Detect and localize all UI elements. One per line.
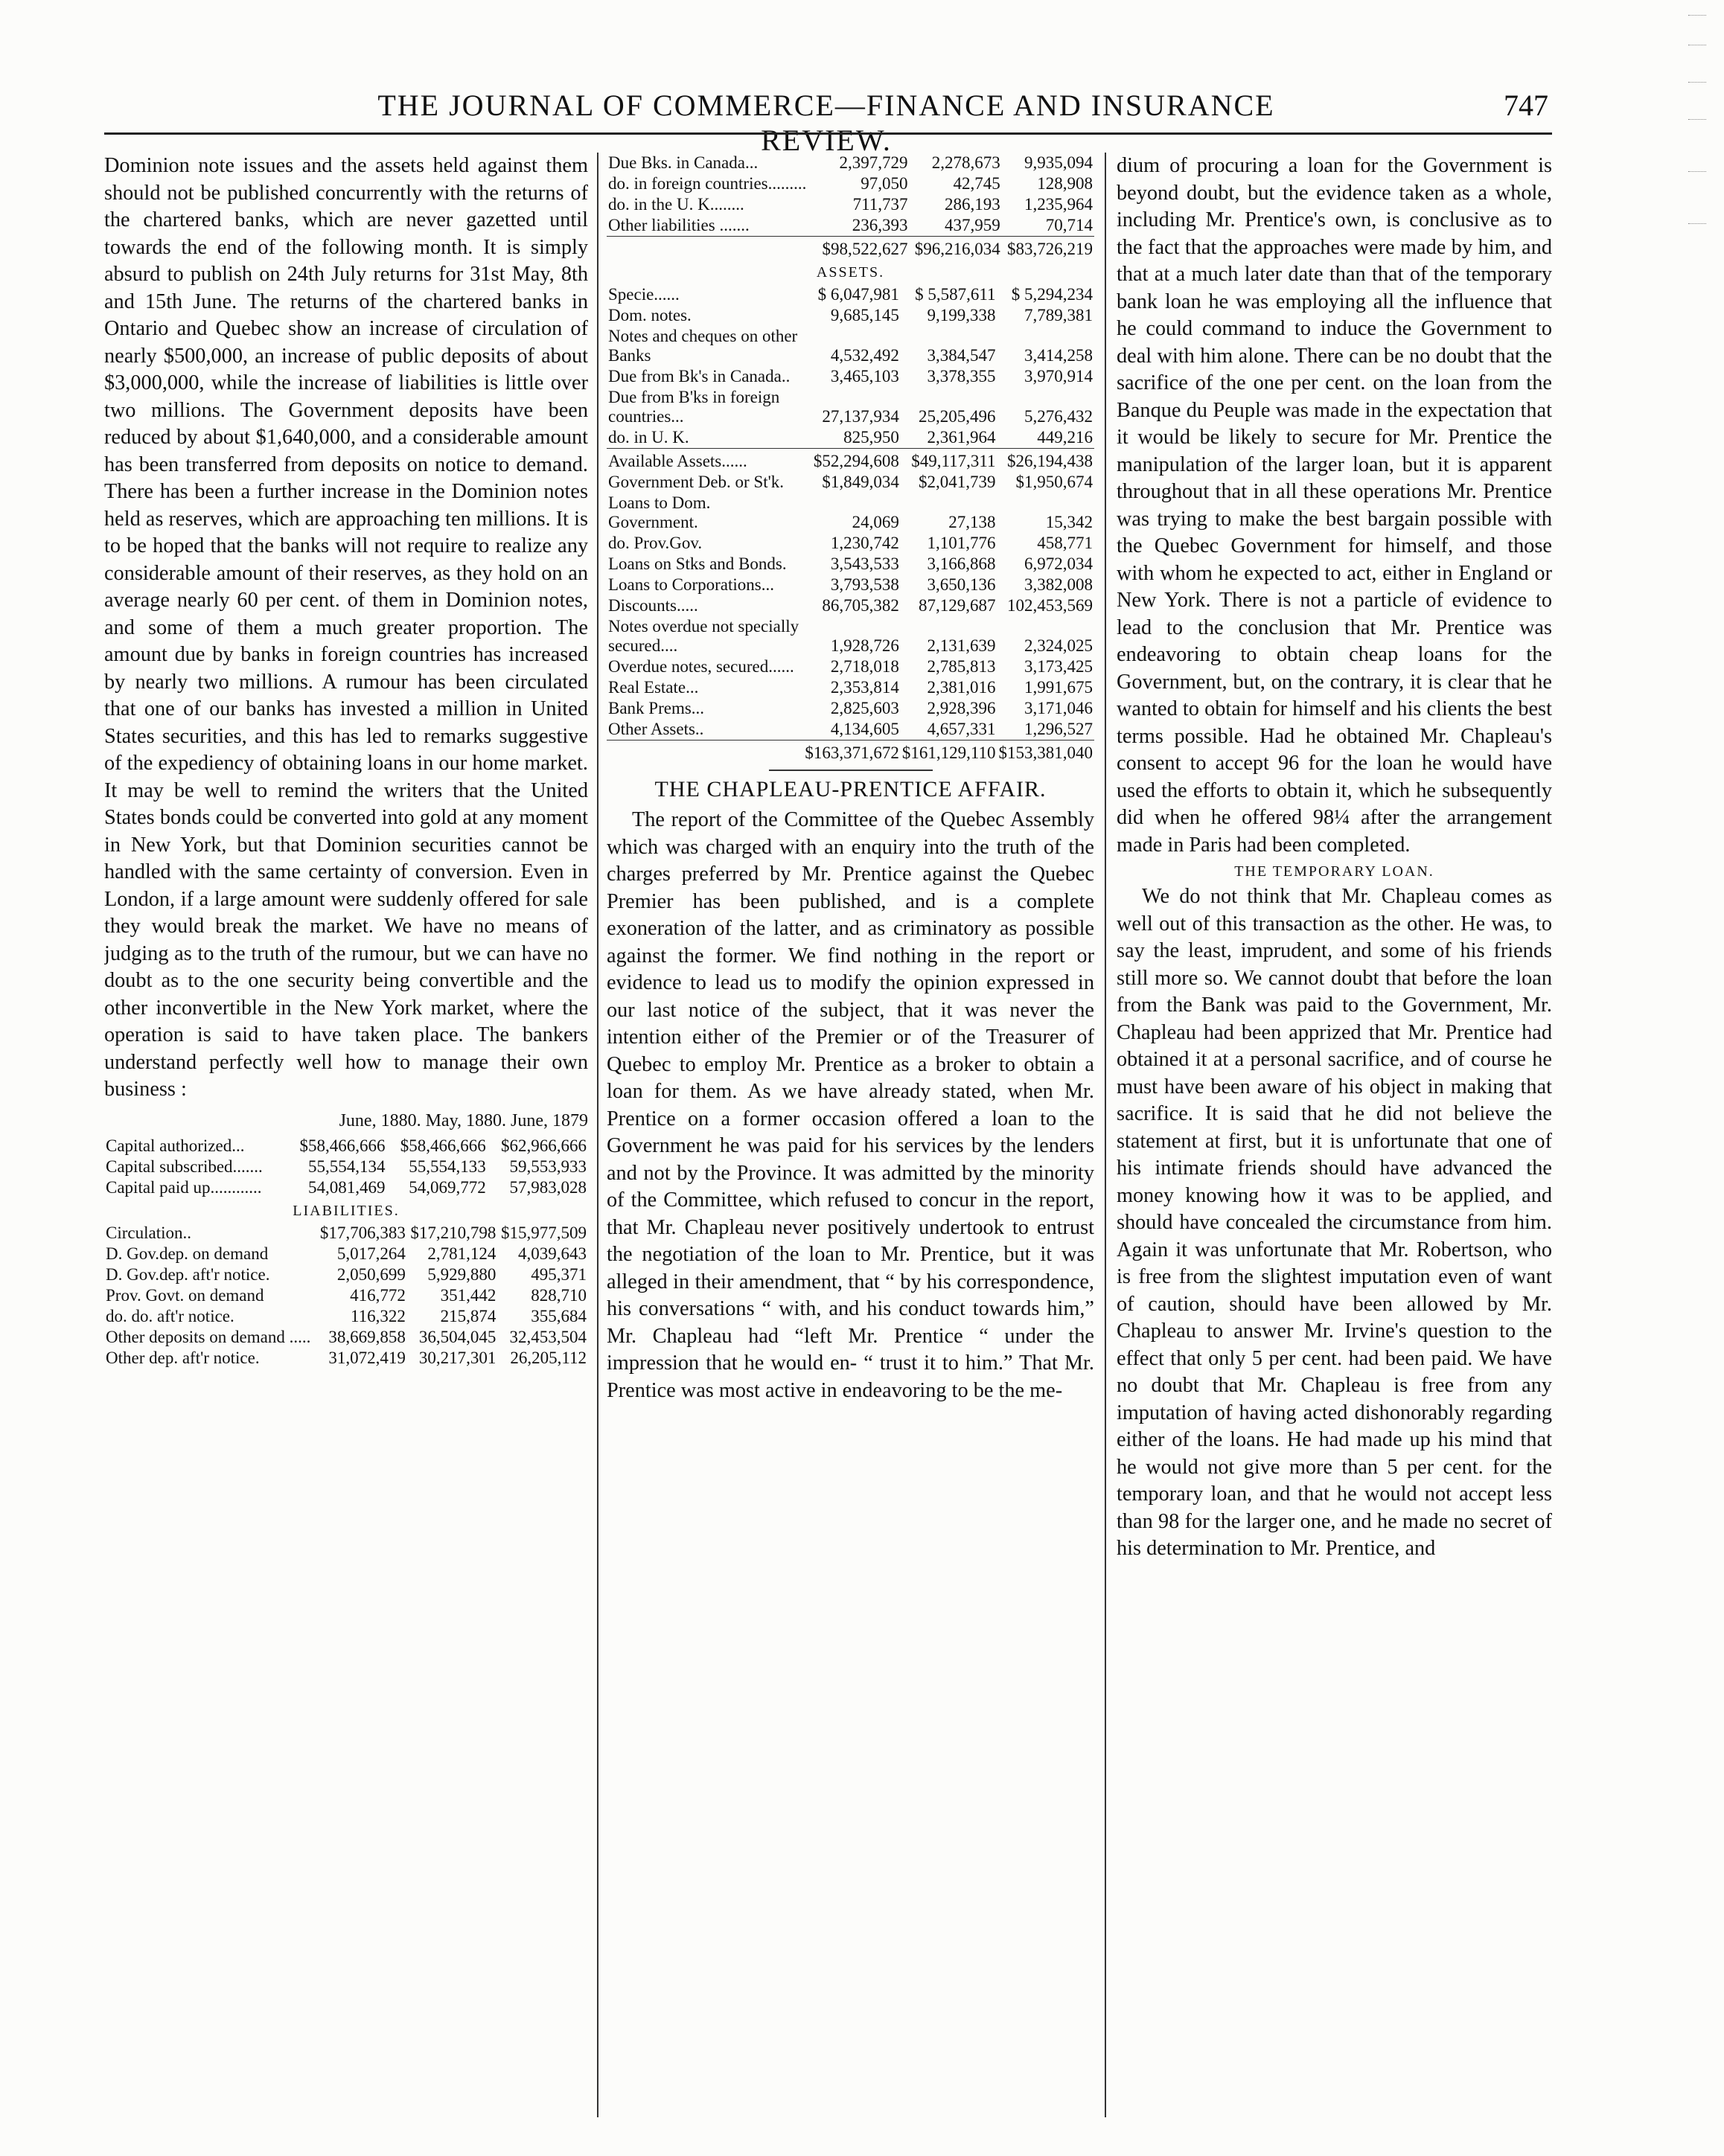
article-heading: THE CHAPLEAU-PRENTICE AFFAIR.	[654, 777, 1047, 802]
table-row	[104, 1177, 588, 1198]
row-label: Loans to Dom. Government.	[608, 493, 711, 531]
table-cell: 2,781,124	[427, 1244, 497, 1263]
table-row	[607, 153, 1094, 173]
table-cell: 2,278,673	[931, 153, 1000, 172]
available-assets-row	[607, 449, 1094, 473]
table-row	[607, 173, 1094, 194]
table-cell: 3,543,533	[830, 554, 899, 573]
table-cell: 59,553,933	[509, 1157, 587, 1176]
grand-total-row	[607, 740, 1094, 764]
row-label: Notes overdue not specially secured....	[608, 617, 799, 655]
table-cell: $2,041,739	[919, 473, 996, 491]
table-row	[104, 1136, 588, 1157]
table-cell: 54,069,772	[409, 1177, 486, 1197]
header-rule	[104, 132, 1552, 135]
table-row	[607, 427, 1094, 449]
table-cell: 25,205,496	[919, 407, 996, 426]
row-label: Other Assets..	[608, 720, 704, 738]
row-label: Circulation..	[106, 1223, 191, 1242]
row-label: do. Prov.Gov.	[608, 534, 703, 552]
table-cell: 3,166,868	[927, 554, 996, 573]
table-cell: 3,384,547	[927, 346, 996, 365]
table-cell: 4,134,605	[830, 720, 899, 738]
table-row	[104, 1157, 588, 1177]
table-cell: 86,705,382	[822, 596, 899, 615]
table-cell: 3,793,538	[830, 575, 899, 594]
table-cell: 27,138	[948, 513, 996, 531]
table-cell: 87,129,687	[919, 596, 996, 615]
liabilities-continued-table	[607, 153, 1094, 260]
table-cell: 54,081,469	[307, 1177, 386, 1197]
table-cell: 2,718,018	[830, 657, 899, 676]
table-row	[104, 1327, 588, 1348]
table-cell: 2,353,814	[830, 678, 899, 697]
table-cell: 4,039,643	[518, 1244, 587, 1263]
row-label: Notes and cheques on other Banks	[608, 327, 798, 365]
table-row	[607, 194, 1094, 215]
table-cell: 5,929,880	[427, 1264, 497, 1284]
table-cell: $62,966,666	[501, 1136, 587, 1155]
column-3	[1117, 153, 1552, 2117]
row-label: Due from Bk's in Canada..	[608, 367, 791, 386]
row-label: Other deposits on demand .....	[106, 1327, 311, 1346]
table-cell: 116,322	[350, 1306, 406, 1325]
table-row	[104, 1244, 588, 1264]
column-2	[607, 153, 1094, 2117]
column-1	[104, 153, 588, 2117]
section-rule	[769, 770, 933, 771]
table-cell: 2,928,396	[927, 699, 996, 717]
table-cell: $58,466,666	[400, 1136, 486, 1155]
table-row	[607, 616, 1094, 656]
row-label: do. do. aft'r notice.	[106, 1306, 234, 1325]
table-cell: 828,710	[531, 1285, 587, 1305]
table-row	[607, 366, 1094, 387]
row-label: Capital paid up............	[106, 1177, 262, 1197]
table-cell: 3,378,355	[927, 367, 996, 386]
table-cell: 3,173,425	[1024, 657, 1093, 676]
table-cell: 5,276,432	[1024, 407, 1093, 426]
table-cell: 1,235,964	[1024, 195, 1093, 214]
table-cell: $161,129,110	[901, 740, 997, 764]
table-row	[607, 719, 1094, 740]
table-cell: $26,194,438	[997, 449, 1095, 473]
row-label: Due from B'ks in foreign countries...	[608, 388, 780, 426]
column-divider-1	[597, 153, 598, 2117]
table-cell: 3,970,914	[1024, 367, 1093, 386]
assets-table	[607, 284, 1094, 764]
table-cell: 31,072,419	[328, 1348, 406, 1367]
table-cell: 437,959	[944, 216, 1000, 234]
table-cell: 24,069	[852, 513, 899, 531]
table-cell: 57,983,028	[509, 1177, 587, 1197]
table-cell: 55,554,133	[409, 1157, 486, 1176]
table-row	[607, 305, 1094, 326]
article-paragraph-continued: dium of procuring a loan for the Government is beyond doubt, but the evidence taken as a whole, including Mr. Prentice's own, is conclusive as to the fact that the approaches were made by him, and that at a much later date than that of the temporary bank loan he was employing all the influence that he could command to induce the Government to deal with him alone. There can be no doubt that the sacrifice of the one per cent. on the loan from the Banque du Peuple was made in the expectation that it would be likely to secure for Mr. Prentice the manipulation of the larger loan, but it is apparent throughout that in all these operations Mr. Prentice was trying to make the best bargain possible with the Quebec Government for himself, and those with whom he expected to act, either in England or New York. There is not a particle of evidence to lead to the conclusion that Mr. Prentice was endeavoring to obtain cheap loans for the Government, but, on the contrary, it is clear that he wanted to obtain for himself and his clients the best terms possible. Had he obtained Mr. Chapleau's consent to accept 96 for the loan he would have used the efforts to obtain it, which he subsequently did when he offered 98¼ after the arrangement made in Paris had been completed.	[1117, 154, 1552, 857]
table-cell: 26,205,112	[510, 1348, 587, 1367]
table-cell: 42,745	[953, 174, 1000, 193]
table-cell: 355,684	[531, 1306, 587, 1325]
row-label: Loans on Stks and Bonds.	[608, 554, 787, 573]
row-label: do. in the U. K........	[608, 195, 744, 214]
table-cell: 30,217,301	[418, 1348, 497, 1367]
row-label: Available Assets......	[607, 449, 803, 473]
row-label: Due Bks. in Canada...	[608, 153, 759, 172]
row-label: Real Estate...	[608, 678, 699, 697]
table-cell: $17,210,798	[410, 1223, 497, 1242]
table-cell: 3,382,008	[1024, 575, 1093, 594]
table-row	[607, 215, 1094, 237]
row-label: do. in U. K.	[608, 428, 689, 447]
table-row	[607, 472, 1094, 493]
table-cell: 3,414,258	[1024, 346, 1093, 365]
table-cell: 2,381,016	[927, 678, 996, 697]
table-row	[104, 1264, 588, 1285]
table-row	[607, 677, 1094, 698]
table-cell: $ 5,294,234	[1011, 285, 1093, 304]
table-cell: 36,504,045	[418, 1327, 497, 1346]
row-label: Discounts.....	[608, 596, 698, 615]
table-cell: 711,737	[852, 195, 908, 214]
row-label: Specie......	[608, 285, 680, 304]
table-cell: 2,050,699	[336, 1264, 406, 1284]
table-row	[607, 387, 1094, 427]
table-cell: $52,294,608	[803, 449, 901, 473]
table-row	[607, 533, 1094, 554]
table-cell: $1,950,674	[1015, 473, 1093, 491]
column-divider-2	[1105, 153, 1106, 2117]
row-label: Prov. Govt. on demand	[106, 1285, 264, 1305]
table-cell: 1,928,726	[830, 636, 899, 655]
table-cell: 128,908	[1037, 174, 1093, 193]
margin-marks	[1688, 0, 1718, 298]
capital-table	[104, 1136, 588, 1198]
row-label: Bank Prems...	[608, 699, 705, 717]
table-cell: $163,371,672	[803, 740, 901, 764]
table-cell: $96,216,034	[910, 237, 1002, 260]
table-cell: 27,137,934	[822, 407, 899, 426]
table-cell: 2,131,639	[927, 636, 996, 655]
table-cell: $17,706,383	[319, 1223, 406, 1242]
table-row	[607, 656, 1094, 677]
table-cell: 215,874	[440, 1306, 497, 1325]
row-label: Other liabilities .......	[608, 216, 750, 234]
table-row	[104, 1285, 588, 1306]
table-cell: 236,393	[852, 216, 908, 234]
liabilities-table	[104, 1223, 588, 1369]
running-header	[112, 88, 1548, 157]
row-label: Capital subscribed.......	[106, 1157, 263, 1176]
temporary-loan-subheading: THE TEMPORARY LOAN.	[1234, 863, 1434, 880]
table-row	[104, 1348, 588, 1369]
table-cell: $ 5,587,611	[915, 285, 996, 304]
table-cell: $83,726,219	[1002, 237, 1094, 260]
table-cell: 4,532,492	[830, 346, 899, 365]
table-cell: 416,772	[350, 1285, 406, 1305]
table-cell: 9,935,094	[1024, 153, 1093, 172]
table-cell: 3,650,136	[927, 575, 996, 594]
table-row	[104, 1306, 588, 1327]
row-label: D. Gov.dep. aft'r notice.	[106, 1264, 270, 1284]
table-cell: $15,977,509	[501, 1223, 587, 1242]
table-row	[607, 575, 1094, 595]
row-label: Dom. notes.	[608, 306, 692, 324]
table-cell: 1,230,742	[830, 534, 899, 552]
liabilities-heading: LIABILITIES.	[293, 1202, 400, 1219]
table-cell: $1,849,034	[822, 473, 899, 491]
row-label: D. Gov.dep. on demand	[106, 1244, 269, 1263]
temporary-loan-paragraph: We do not think that Mr. Chapleau comes as well out of this transaction as the other. He was, to say the least, imprudent, and some of his friends still more so. We cannot doubt that before the loan from the Bank was paid to the Government, Mr. Chapleau had been apprized that Mr. Prentice had obtained it at a personal sacrifice, and of course he must have been aware of his object in making that sacrifice. It is said that he did not believe the statement at first, but it is unfortunate that one of his intimate friends should have advanced the money knowing how it was to be applied, and should have concealed the circumstance from him. Again it was unfortunate that Mr. Robertson, who is free from the slightest imputation even of want of caution, should have been allowed by Mr. Chapleau to answer Mr. Irvine's question to the effect that only 5 per cent. had been paid. We have no doubt that Mr. Chapleau is free from any imputation of having acted dishonorably regarding either of the loans. He had made up his mind that he would not give more than 5 per cent. for the temporary loan, and that he would not accept less than 98 for the larger one, and he made no secret of his determination to Mr. Prentice, and	[1117, 885, 1552, 1560]
table-row	[607, 493, 1094, 533]
page-number: 747	[1504, 89, 1548, 122]
table-row	[607, 595, 1094, 616]
table-cell: 458,771	[1037, 534, 1093, 552]
table-cell: 351,442	[440, 1285, 497, 1305]
table-cell: 2,361,964	[927, 428, 996, 447]
liabilities-total-row	[607, 237, 1094, 260]
table-cell: 286,193	[944, 195, 1000, 214]
table-row	[104, 1223, 588, 1244]
table-cell: 55,554,134	[307, 1157, 386, 1176]
table-cell: 9,685,145	[830, 306, 899, 324]
table-row	[607, 698, 1094, 719]
table-cell: $ 6,047,981	[817, 285, 899, 304]
table-cell: 2,825,603	[830, 699, 899, 717]
table-cell: 449,216	[1037, 428, 1093, 447]
row-label: Government Deb. or St'k.	[608, 473, 785, 491]
table-cell: 2,397,729	[839, 153, 908, 172]
table-row	[607, 326, 1094, 366]
bank-returns-paragraph: Dominion note issues and the assets held against them should not be published concurrently with the returns of the chartered banks, which are never gazetted until towards the end of the following month. It is simply absurd to publish on 24th July returns for 31st May, 8th and 15th June. The returns of the chartered banks in Ontario and Quebec show an increase of circulation of nearly $500,000, an increase of public deposits of about $3,000,000, while the increase of liabilities is little over two millions. The Government deposits have been reduced by about $1,640,000, and a considerable amount has been transferred from deposits on notice to demand. There has been a further increase in the Dominion notes held as reserves, which are approaching ten millions. It is to be hoped that the banks will not require to realize any considerable amount of their reserves, as they hold on an average nearly 60 per cent. of them in Dominion notes, and some of them a much greater proportion. The amount due by banks in foreign countries has increased by nearly two millions. A rumour has been circulated that one of our banks has invested a million in United States securities, and this has led to remarks suggestive of the expediency of obtaining loans in our home market. It may be well to remind the writers that the United States bonds could be converted into gold at any moment in New York, but that Dominion securities cannot be handled with the same certainty of conversion. Even in London, if a large amount were suddenly offered for sale they would break the market. We have no means of judging as to the truth of the rumour, but we can have no doubt as to the one security being convertible and the other inconvertible in the New York market, where the operation is said to have taken place. The bankers understand perfectly well how to manage their own business :	[104, 154, 588, 1101]
table-cell: $153,381,040	[997, 740, 1095, 764]
table-cell: 3,171,046	[1024, 699, 1093, 717]
table-cell: 1,101,776	[927, 534, 996, 552]
table-cell: 825,950	[843, 428, 899, 447]
table-cell: 15,342	[1045, 513, 1093, 531]
table-cell: $58,466,666	[299, 1136, 386, 1155]
table-column-headers: June, 1880. May, 1880. June, 1879	[339, 1110, 588, 1130]
row-label: Overdue notes, secured......	[608, 657, 794, 676]
journal-title: THE JOURNAL OF COMMERCE—FINANCE AND INSURANCE REVIEW.	[377, 89, 1275, 157]
row-label: Loans to Corporations...	[608, 575, 774, 594]
table-cell: 2,324,025	[1024, 636, 1093, 655]
table-cell: 9,199,338	[927, 306, 996, 324]
row-label: Capital authorized...	[106, 1136, 245, 1155]
table-cell: 5,017,264	[336, 1244, 406, 1263]
table-cell: 32,453,504	[509, 1327, 587, 1346]
table-cell: 4,657,331	[927, 720, 996, 738]
row-label: do. in foreign countries.........	[608, 174, 807, 193]
table-cell: $49,117,311	[901, 449, 997, 473]
table-cell: 70,714	[1045, 216, 1093, 234]
table-cell: 1,991,675	[1024, 678, 1093, 697]
assets-heading: ASSETS.	[816, 264, 885, 281]
table-cell: 2,785,813	[927, 657, 996, 676]
table-cell: 97,050	[861, 174, 908, 193]
table-cell: 495,371	[531, 1264, 587, 1284]
article-paragraph: The report of the Committee of the Quebec Assembly which was charged with an enquiry into the truth of the charges preferred by Mr. Prentice against the Quebec Premier has been published, and is a complete exoneration of the latter, and as criminatory as possible against the former. We find nothing in the report or evidence to lead us to modify the opinion expressed in our last notice of the subject, that it was never the intention either of the Premier or of the Treasurer of Quebec to employ Mr. Prentice as a broker to obtain a loan for them. As we have already stated, when Mr. Prentice on a former occasion offered a loan to the Government he was paid for his services by the lenders and not by the Province. It was admitted by the minority of the Committee, which refused to concur in the report, that Mr. Chapleau never positively undertook to entrust the negotiation of the loan to Mr. Prentice, but it was alleged in their amendment, that “ by his correspondence, his conversations “ with, and his conduct towards him,” Mr. Chapleau had “left Mr. Prentice “ under the impression that he would en- “ trust it to him.” That Mr. Prentice was most active in endeavoring to be the me-	[607, 808, 1094, 1402]
table-row	[607, 554, 1094, 575]
table-cell: $98,522,627	[817, 237, 909, 260]
table-row	[607, 284, 1094, 305]
table-cell: 6,972,034	[1024, 554, 1093, 573]
table-cell: 1,296,527	[1024, 720, 1093, 738]
table-cell: 102,453,569	[1007, 596, 1093, 615]
table-cell: 7,789,381	[1024, 306, 1093, 324]
table-cell: 38,669,858	[328, 1327, 406, 1346]
table-cell: 3,465,103	[830, 367, 899, 386]
row-label: Other dep. aft'r notice.	[106, 1348, 260, 1367]
